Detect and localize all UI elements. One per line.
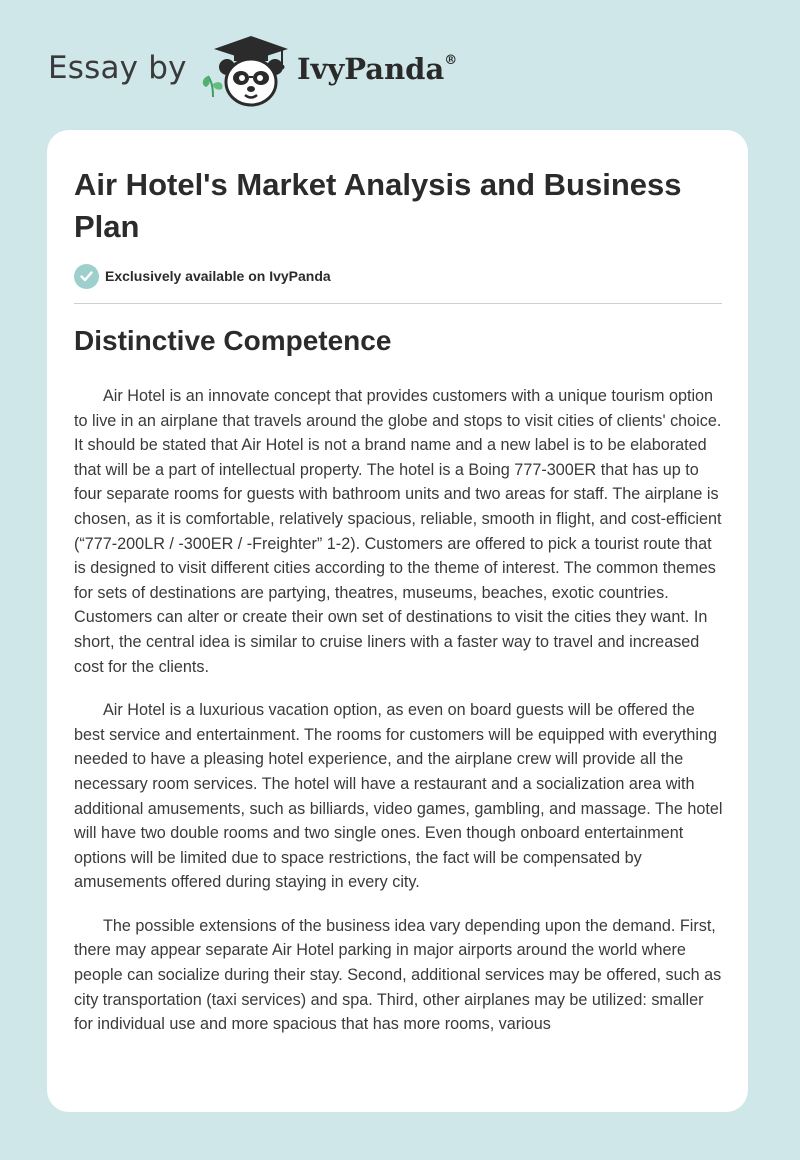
exclusive-label: Exclusively available on IvyPanda bbox=[105, 268, 331, 284]
paragraph: The possible extensions of the business idea vary depending upon the demand. First, there may appear separate Air Hotel parking in major airports around the world where people can socialize during their stay. Second, additional services may be offered, such as city transportation (taxi services) and spa. Third, other airplanes may be utilized: smaller for individual use and more spacious that has more rooms, various bbox=[74, 916, 722, 1034]
essay-by-label: Essay by bbox=[48, 50, 187, 86]
essay-title: Air Hotel's Market Analysis and Business Plan bbox=[74, 167, 682, 244]
essay-card bbox=[47, 130, 748, 1112]
registered-mark: ® bbox=[444, 53, 458, 69]
paragraph: Air Hotel is an innovate concept that provides customers with a unique tourism option to live in an airplane that travels around the globe and stops to visit cities of clients' choice. It should be stated that Air Hotel is not a brand name and a new label is to be elaborated that will be a part of intellectual property. The hotel is a Boing 777-300ER that has up to four separate rooms for guests with bathroom units and two areas for staff. The airplane is chosen, as it is comfortable, relatively spacious, reliable, smooth in flight, and cost-efficient (“777-200LR / -300ER / -Freighter” 1-2). Customers are offered to pick a tourist route that is designed to visit different cities according to the theme of interest. The common themes for sets of destinations are partying, theatres, museums, beaches, exotic countries. Customers can alter or create their own set of destinations to visit the cities they want. In short, the central idea is similar to cruise liners with a faster way to travel and increased cost for the clients. bbox=[74, 387, 722, 676]
panda-logo-icon[interactable] bbox=[212, 34, 290, 108]
essay-body bbox=[74, 384, 724, 1056]
brand-name-text: IvyPanda bbox=[297, 52, 445, 86]
paragraph: Air Hotel is a luxurious vacation option, as even on board guests will be offered the best service and entertainment. The rooms for customers will be equipped with everything needed to have a pleasing hotel experience, and the airplane crew will provide all the necessary room services. The hotel will have a restaurant and a socialization area with additional amusements, such as billiards, video games, gambling, and massage. The hotel will have two double rooms and two single ones. Even though onboard entertainment options will be limited due to space restrictions, the fact will be compensated by amusements offered during staying in every city. bbox=[74, 701, 723, 892]
site-header bbox=[0, 0, 800, 130]
exclusive-badge bbox=[74, 263, 331, 289]
section-heading: Distinctive Competence bbox=[74, 325, 392, 356]
check-icon bbox=[74, 264, 99, 289]
divider bbox=[74, 303, 722, 304]
brand-name[interactable] bbox=[297, 52, 457, 86]
